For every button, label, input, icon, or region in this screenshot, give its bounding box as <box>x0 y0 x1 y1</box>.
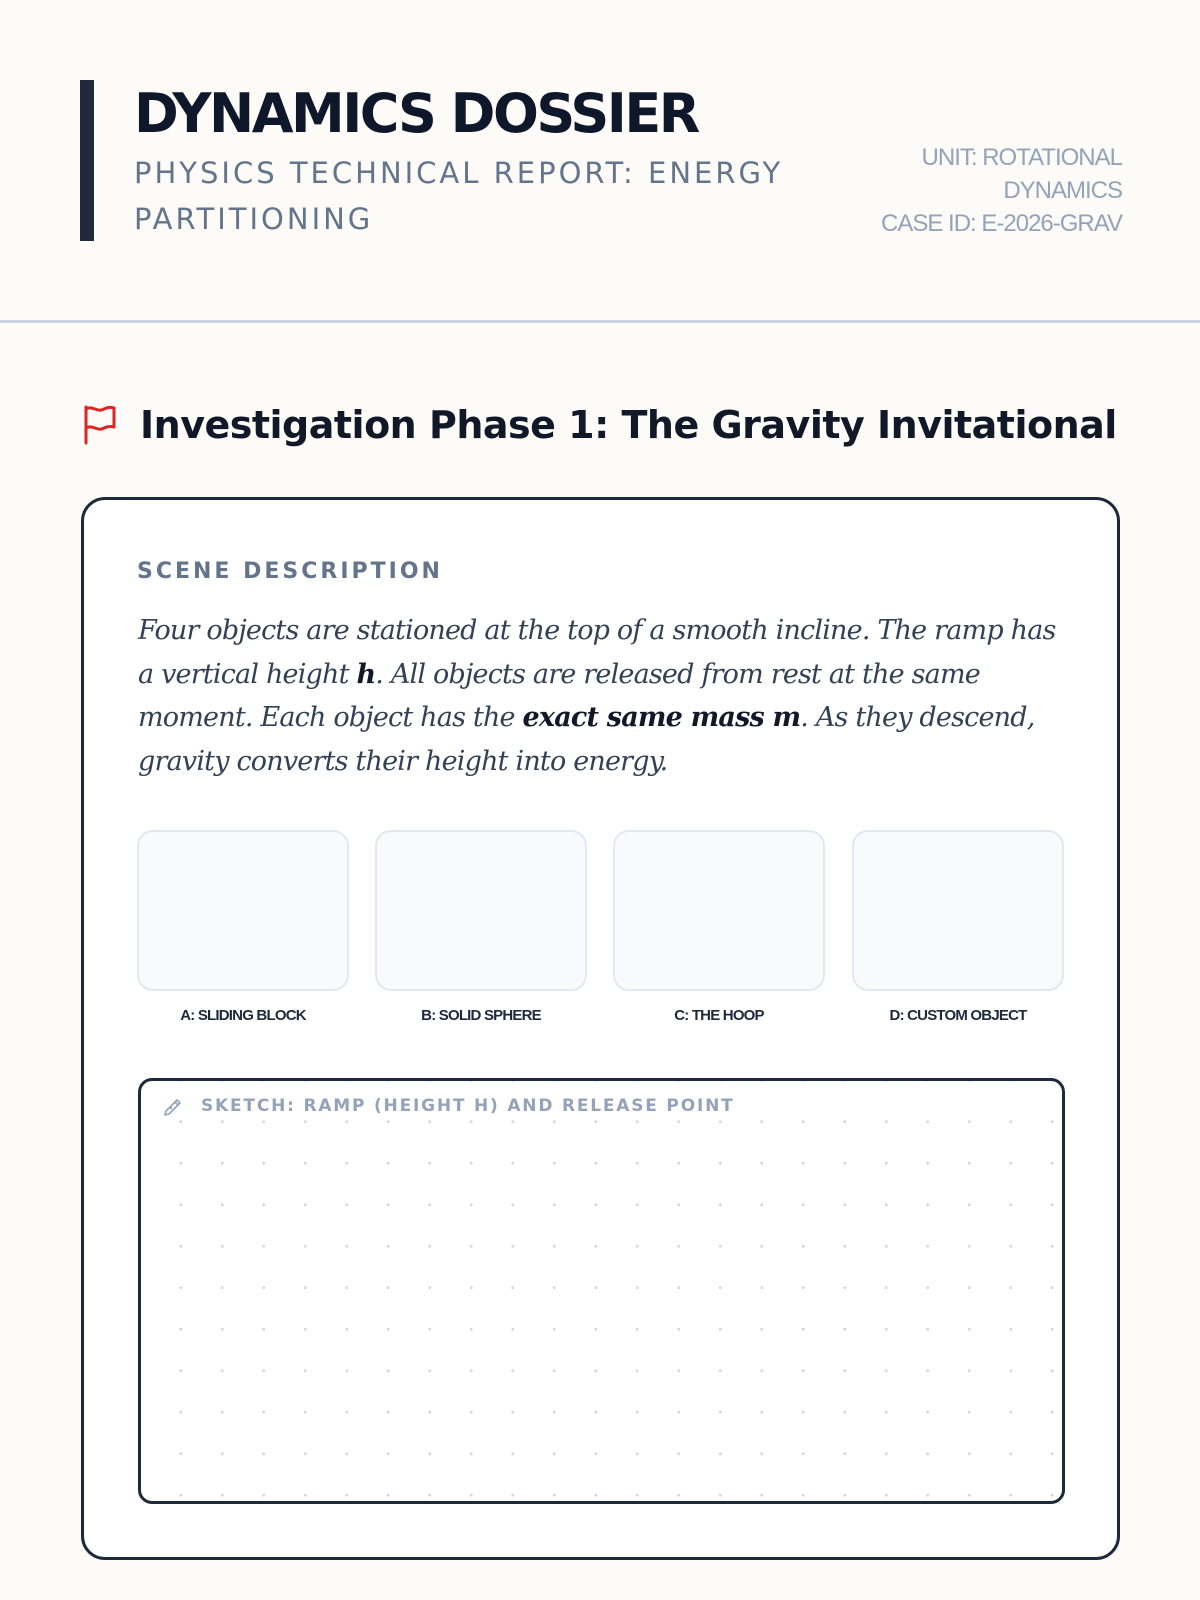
object-label: A: SLIDING BLOCK <box>180 1007 306 1024</box>
phase-heading <box>82 403 1117 447</box>
phase-title: Investigation Phase 1: The Gravity Invitational <box>140 403 1117 447</box>
pencil-icon <box>163 1096 183 1116</box>
scene-text-part-3: . As they descend, gravity converts their height into energy. <box>138 702 1035 777</box>
object-card-sliding-block <box>137 830 349 1024</box>
report-title: DYNAMICS DOSSIER <box>134 82 698 145</box>
header-accent-bar <box>80 80 94 241</box>
scene-bold-height: h <box>356 658 376 690</box>
sketch-area[interactable] <box>138 1078 1065 1504</box>
sketch-label-text: SKETCH: RAMP (HEIGHT H) AND RELEASE POINT <box>201 1096 735 1116</box>
object-card-hoop <box>613 830 825 1024</box>
flag-icon <box>82 405 118 445</box>
object-card-custom-object <box>852 830 1064 1024</box>
unit-line-2: DYNAMICS <box>1003 177 1122 204</box>
unit-line-1: UNIT: ROTATIONAL <box>921 144 1122 171</box>
object-image-placeholder <box>852 830 1064 991</box>
report-subtitle: PHYSICS TECHNICAL REPORT: ENERGY PARTITIONING <box>134 156 784 236</box>
scene-description-text <box>138 609 1078 783</box>
case-id: CASE ID: E-2026-GRAV <box>881 210 1122 237</box>
object-image-placeholder <box>375 830 587 991</box>
scene-bold-mass: exact same mass m <box>522 702 801 733</box>
sketch-label <box>163 1096 739 1116</box>
report-header <box>0 0 1200 323</box>
object-card-solid-sphere <box>375 830 587 1024</box>
object-label: D: CUSTOM OBJECT <box>889 1007 1027 1024</box>
object-gallery <box>137 830 1065 1030</box>
object-image-placeholder <box>613 830 825 991</box>
object-label: B: SOLID SPHERE <box>421 1007 541 1024</box>
scene-card <box>81 497 1120 1560</box>
object-image-placeholder <box>137 830 349 991</box>
scene-description-label: SCENE DESCRIPTION <box>137 559 443 584</box>
scene-text-part-1: Four objects are stationed at the top of a smooth incline. The ramp has a vertical height <box>138 615 1056 690</box>
scene-text-part-2: . All objects are released from rest at the same moment. Each object has the <box>138 658 980 733</box>
object-label: C: THE HOOP <box>674 1007 764 1024</box>
report-meta <box>822 141 1122 240</box>
